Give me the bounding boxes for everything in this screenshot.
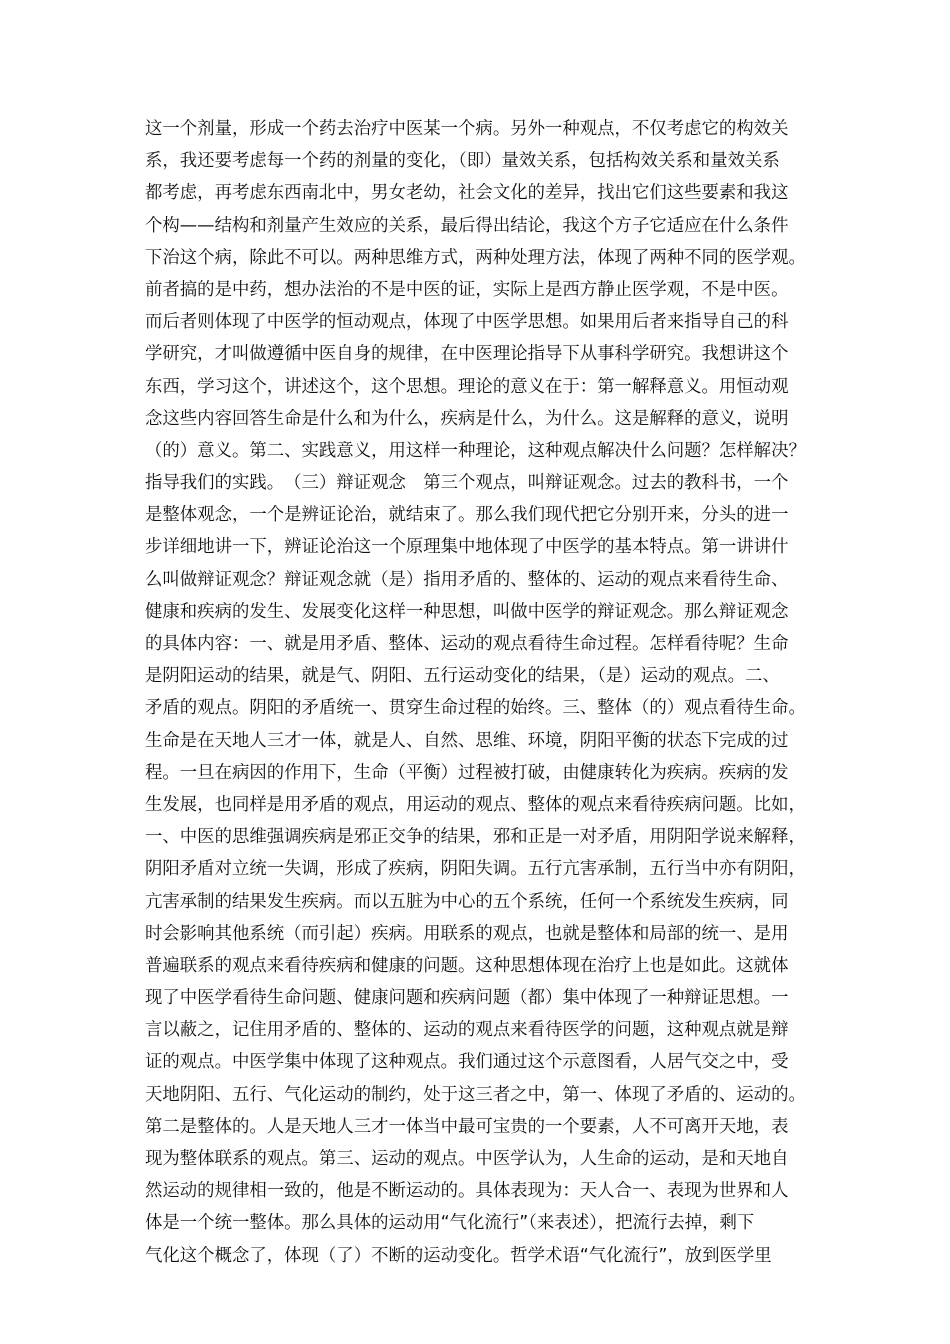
body-text (145, 113, 835, 1272)
text-line: 学研究，才叫做遵循中医自身的规律，在中医理论指导下从事科学研究。我想讲这个 (145, 344, 789, 365)
text-line: （的）意义。第二、实践意义，用这样一种理论，这种观点解决什么问题？怎样解决？ (145, 440, 806, 461)
text-line: 个构——结构和剂量产生效应的关系，最后得出结论，我这个方子它适应在什么条件 (145, 215, 789, 236)
text-line: 天地阴阳、五行、气化运动的制约，处于这三者之中，第一、体现了矛盾的、运动的。 (145, 1084, 806, 1105)
text-line: 系，我还要考虑每一个药的剂量的变化，（即）量效关系，包括构效关系和量效关系 (145, 151, 780, 172)
text-line: 前者搞的是中药，想办法治的不是中医的证，实际上是西方静止医学观，不是中医。 (145, 279, 789, 300)
text-line: 的具体内容：一、就是用矛盾、整体、运动的观点看待生命过程。怎样看待呢？生命 (145, 634, 789, 654)
text-line: 一、中医的思维强调疾病是邪正交争的结果，邪和正是一对矛盾，用阴阳学说来解释， (145, 827, 806, 848)
text-line: 亢害承制的结果发生疾病。而以五脏为中心的五个系统，任何一个系统发生疾病，同 (145, 891, 789, 912)
text-line: 生发展，也同样是用矛盾的观点，用运动的观点、整体的观点来看待疾病问题。比如， (145, 794, 806, 815)
text-line: 健康和疾病的发生、发展变化这样一种思想，叫做中医学的辩证观念。那么辩证观念 (145, 601, 789, 622)
text-line: 而后者则体现了中医学的恒动观点，体现了中医学思想。如果用后者来指导自己的科 (145, 312, 789, 333)
text-line: 这一个剂量，形成一个药去治疗中医某一个病。另外一种观点，不仅考虑它的构效关 (145, 119, 789, 139)
text-line: 念这些内容回答生命是什么和为什么，疾病是什么，为什么。这是解释的意义，说明 (145, 408, 789, 429)
text-line: 东西，学习这个，讲述这个，这个思想。理论的意义在于：第一解释意义。用恒动观 (145, 376, 789, 397)
text-line: 言以蔽之，记住用矛盾的、整体的、运动的观点来看待医学的问题，这种观点就是辩 (145, 1020, 789, 1041)
text-line: 第二是整体的。人是天地人三才一体当中最可宝贵的一个要素，人不可离开天地，表 (145, 1116, 789, 1137)
text-line: 阴阳矛盾对立统一失调，形成了疾病，阴阳失调。五行亢害承制，五行当中亦有阴阳， (145, 859, 806, 880)
text-line: 生命是在天地人三才一体，就是人、自然、思维、环境，阴阳平衡的状态下完成的过 (145, 730, 789, 751)
text-line: 程。一旦在病因的作用下，生命（平衡）过程被打破，由健康转化为疾病。疾病的发 (145, 762, 789, 783)
text-line: 证的观点。中医学集中体现了这种观点。我们通过这个示意图看，人居气交之中，受 (145, 1052, 789, 1073)
text-line: 气化这个概念了，体现（了）不断的运动变化。哲学术语“气化流行”，放到医学里 (145, 1245, 772, 1266)
text-line: 是整体观念，一个是辨证论治，就结束了。那么我们现代把它分别开来，分头的进一 (145, 505, 789, 526)
text-line: 都考虑，再考虑东西南北中，男女老幼，社会文化的差异，找出它们这些要素和我这 (145, 183, 789, 204)
text-line: 然运动的规律相一致的，他是不断运动的。具体表现为：天人合一、表现为世界和人 (145, 1181, 789, 1202)
text-line: 步详细地讲一下，辨证论治这一个原理集中地体现了中医学的基本特点。第一讲讲什 (145, 537, 789, 558)
text-line: 么叫做辩证观念？辩证观念就（是）指用矛盾的、整体的、运动的观点来看待生命、 (145, 569, 789, 590)
text-line: 下治这个病，除此不可以。两种思维方式，两种处理方法，体现了两种不同的医学观。 (145, 247, 806, 268)
text-line: 普遍联系的观点来看待疾病和健康的问题。这种思想体现在治疗上也是如此。这就体 (145, 955, 789, 976)
text-line: 现了中医学看待生命问题、健康问题和疾病问题（都）集中体现了一种辩证思想。一 (145, 988, 789, 1009)
text-line: 体是一个统一整体。那么具体的运动用“气化流行”（来表述），把流行去掉，剩下 (145, 1213, 755, 1234)
text-line: 时会影响其他系统（而引起）疾病。用联系的观点，也就是整体和局部的统一、是用 (145, 923, 789, 944)
text-line: 矛盾的观点。阴阳的矛盾统一、贯穿生命过程的始终。三、整体（的）观点看待生命。 (145, 698, 806, 719)
text-line: 现为整体联系的观点。第三、运动的观点。中医学认为，人生命的运动，是和天地自 (145, 1149, 789, 1169)
text-line: 指导我们的实践。 （三）辩证观念 第三个观点，叫辩证观念。过去的教科书，一个 (145, 473, 789, 494)
text-line: 是阴阳运动的结果，就是气、阴阳、五行运动变化的结果，（是）运动的观点。二、 (145, 666, 780, 687)
